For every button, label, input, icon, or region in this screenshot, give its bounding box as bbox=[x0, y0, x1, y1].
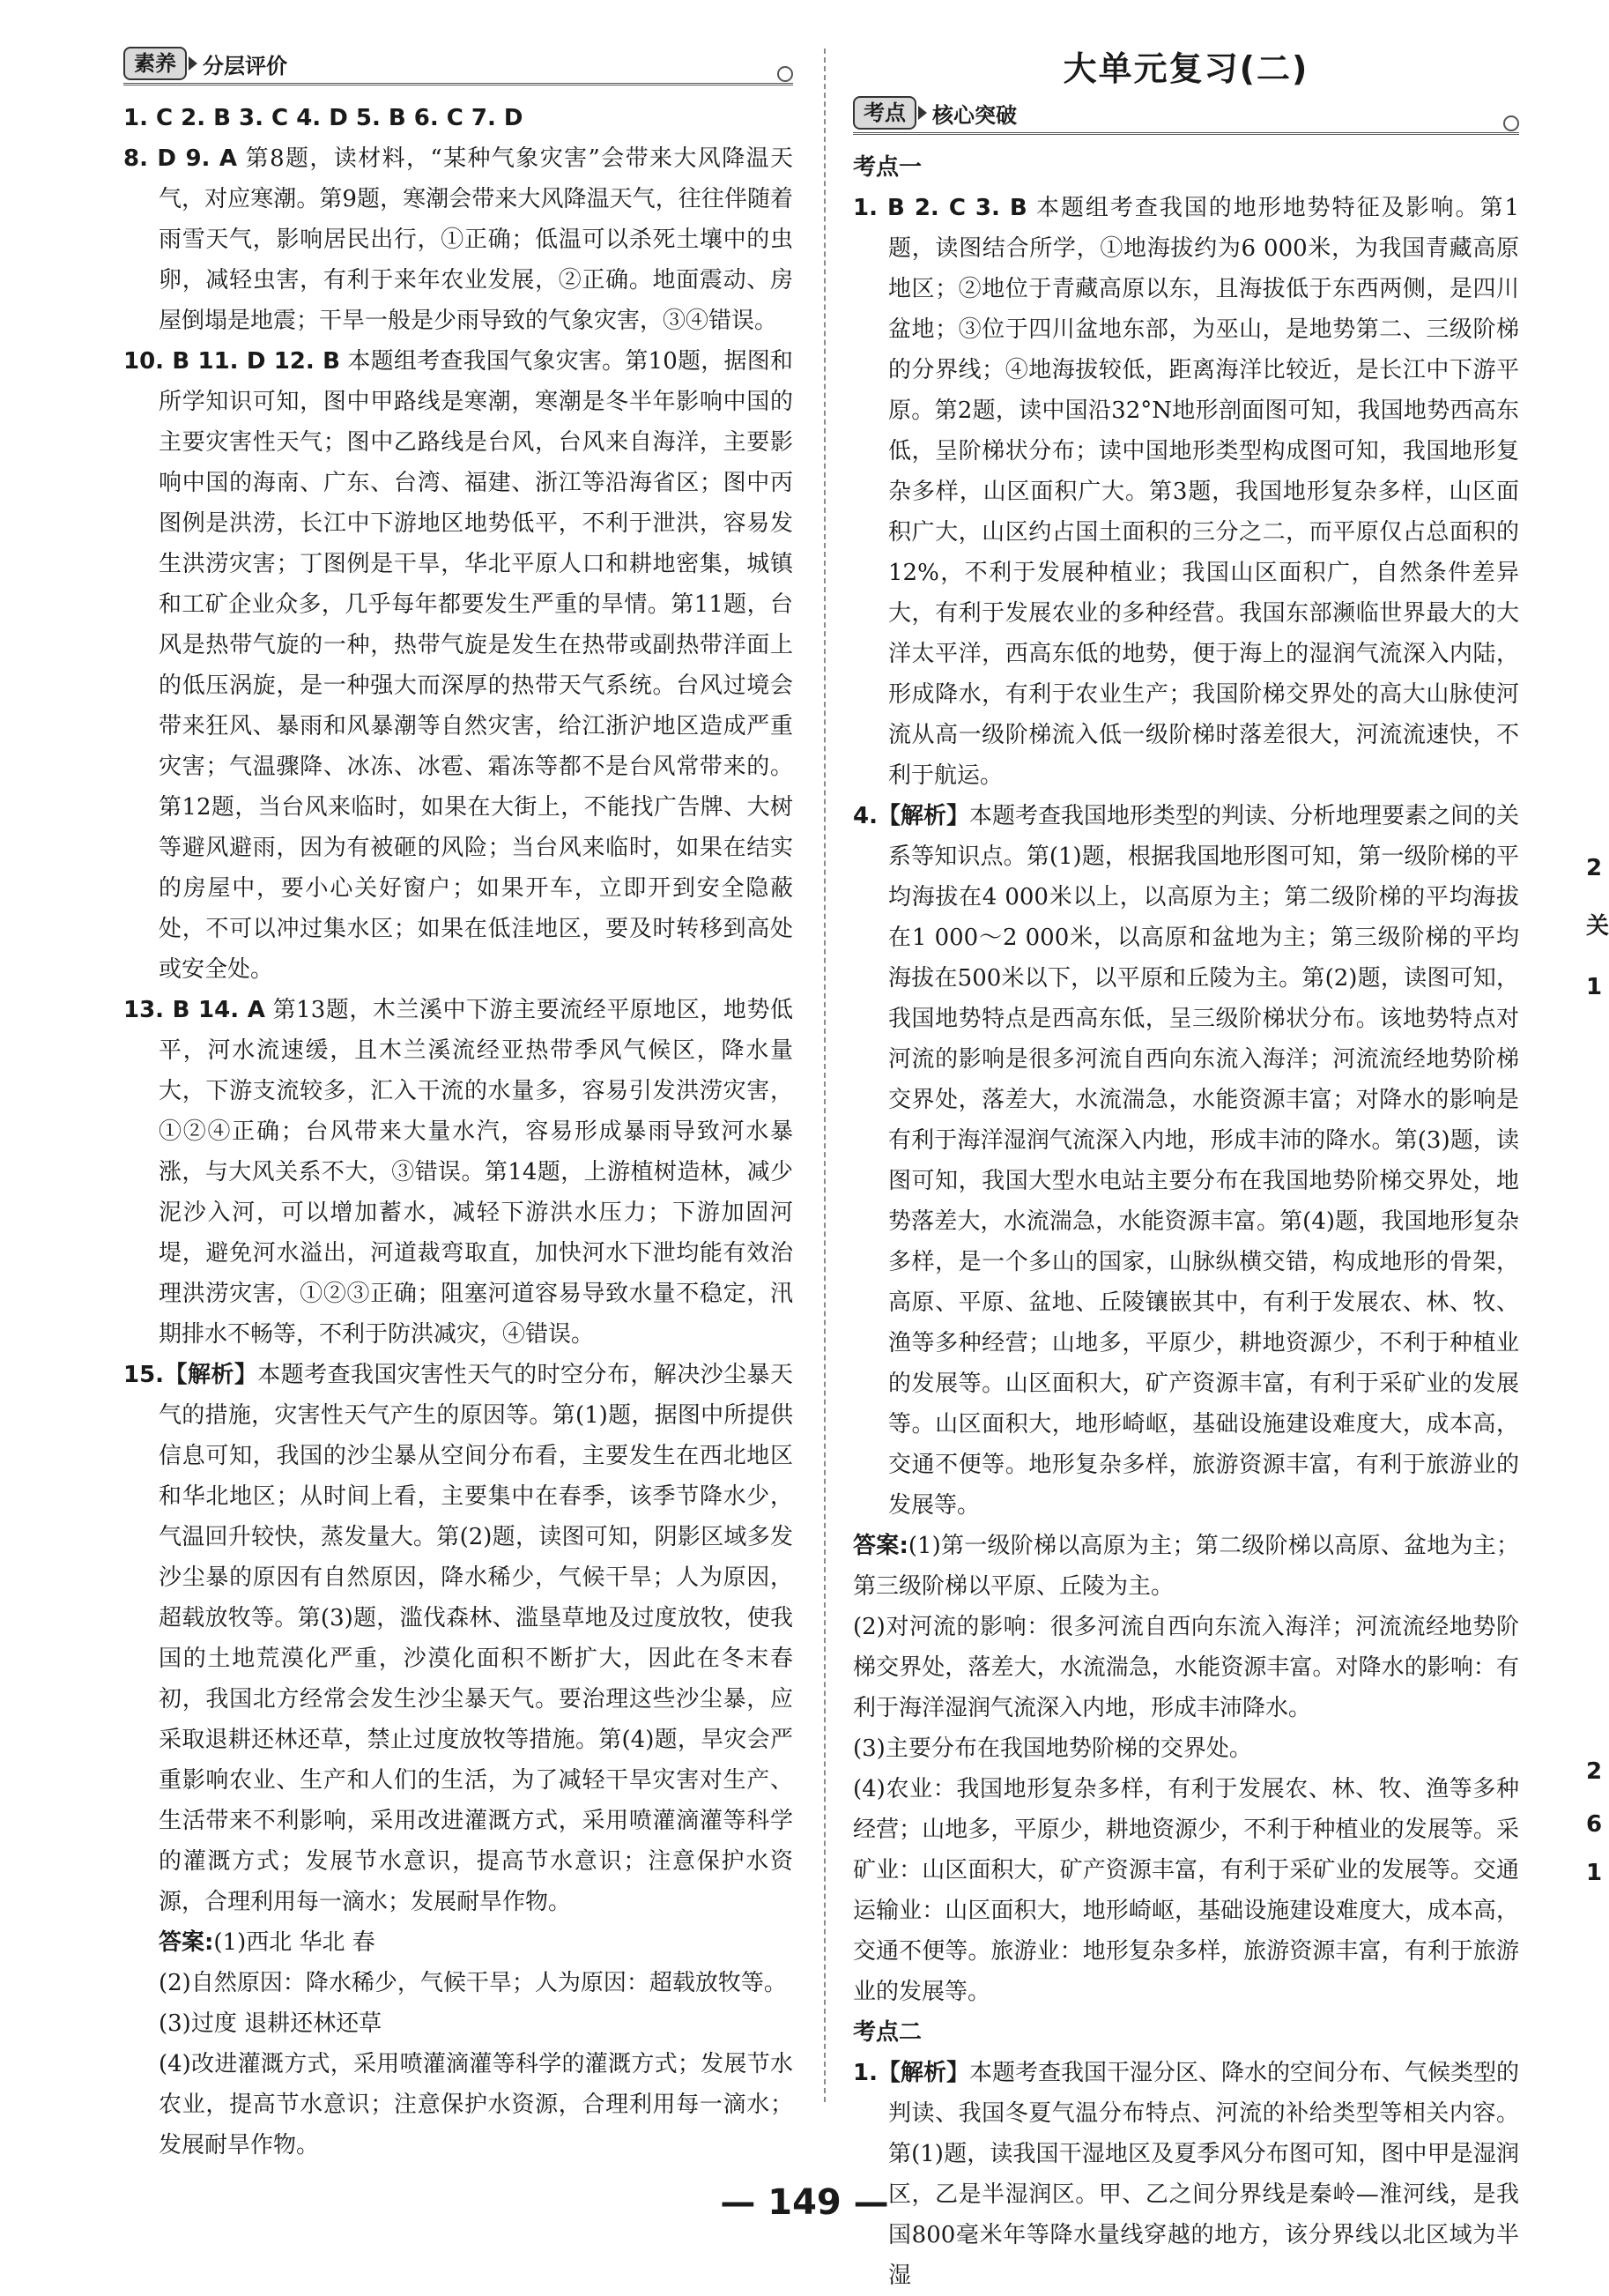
item-number: 13. B 14. A bbox=[123, 997, 265, 1023]
margin-fragment: 关 bbox=[1586, 913, 1609, 940]
section-tag: 考点 bbox=[853, 96, 916, 130]
kaodian-1-heading: 考点一 bbox=[853, 154, 923, 181]
item-text: 本题考查我国地形类型的判读、分析地理要素之间的关系等知识点。第(1)题，根据我国地形图可知，第一级阶梯的平均海拔在4 000米以上，以高原为主；第二级阶梯的平均海拔在1 000～2 000米，以高原和盆地为主；第三级阶梯的平均海拔在500米以下，以平原和丘陵为主。第(2)题，读图可知，我国地势特点是西高东低，呈三级阶梯状分布。该地势特点对河流的影响是很多河流自西向东流入海洋；河流流经地势阶梯交界处，落差大，水流湍急，水能资源丰富；对降水的影响是有利于海洋湿润气流深入内地，形成丰沛的降水。第(3)题，读图可知，我国大型水电站主要分布在我国地势阶梯交界处，地势落差大，水流湍急，水能资源丰富。第(4)题，我国地形复杂多样，是一个多山的国家，山脉纵横交错，构成地形的骨架，高原、平原、盆地、丘陵镶嵌其中，有利于发展农、林、牧、渔等多种经营；山地多，平原少，耕地资源少，不利于种植业的发展等。山区面积大，矿产资源丰富，有利于采矿业的发展等。山区面积大，地形崎岖，基础设施建设难度大，成本高，交通不便等。地形复杂多样，旅游资源丰富，有利于旅游业的发展等。 bbox=[888, 803, 1519, 1519]
answer-item-8-9 bbox=[123, 138, 793, 341]
answer-item-10-12 bbox=[123, 341, 793, 990]
tag-arrow-icon bbox=[189, 56, 197, 71]
answer-line bbox=[123, 1922, 793, 1963]
answer-item-4 bbox=[853, 796, 1519, 1526]
item-number: 4. bbox=[853, 803, 878, 829]
answer-item-kd2-1 bbox=[853, 2053, 1519, 2296]
item-number: 15. bbox=[123, 1362, 165, 1388]
item-text: 本题组考查我国气象灾害。第10题，据图和所学知识可知，图中甲路线是寒潮，寒潮是冬半年影响中国的主要灾害性天气；图中乙路线是台风，台风来自海洋，主要影响中国的海南、广东、台湾、福建、浙江等沿海省区；图中丙图例是洪涝，长江中下游地区地势低平，不利于泄洪，容易发生洪涝灾害；丁图例是干旱，华北平原人口和耕地密集，城镇和工矿企业众多，几乎每年都要发生严重的旱情。第11题，台风是热带气旋的一种，热带气旋是发生在热带或副热带洋面上的低压涡旋，是一种强大而深厚的热带天气系统。台风过境会带来狂风、暴雨和风暴潮等自然灾害，给江浙沪地区造成严重灾害；气温骤降、冰冻、冰雹、霜冻等都不是台风常带来的。第12题，当台风来临时，如果在大街上，不能找广告牌、大树等避风避雨，因为有被砸的风险；当台风来临时，如果在结实的房屋中，要小心关好窗户；如果开车，立即开到安全隐蔽处，不可以冲过集水区；如果在低洼地区，要及时转移到高处或安全处。 bbox=[159, 348, 793, 983]
page-number: — 149 — bbox=[720, 2182, 889, 2223]
item-number: 10. B 11. D 12. B bbox=[123, 348, 340, 375]
answer-text: (1)第一级阶梯以高原为主；第二级阶梯以高原、盆地为主；第三级阶梯以平原、丘陵为主。 bbox=[853, 1533, 1519, 1600]
header-end-ornament-icon bbox=[1503, 115, 1519, 131]
answer-item-15 bbox=[123, 1355, 793, 1922]
item-number: 1. bbox=[853, 2060, 878, 2086]
header-end-ornament-icon bbox=[777, 66, 793, 82]
section-header-right bbox=[853, 93, 1519, 135]
answer-line: (4)农业：我国地形复杂多样，有利于发展农、林、牧、渔等多种经营；山地多，平原少，耕地资源少，不利于种植业的发展等。采矿业：山区面积大，矿产资源丰富，有利于采矿业的发展等。交通运输业：山区面积大，地形崎岖，基础设施建设难度大，成本高，交通不便等。旅游业：地形复杂多样，旅游资源丰富，有利于旅游业的发展等。 bbox=[853, 1776, 1519, 2005]
item-number: 1. B 2. C 3. B bbox=[853, 195, 1027, 221]
analysis-label: 【解析】 bbox=[164, 1362, 258, 1388]
answer-line: (4)改进灌溉方式，采用喷灌滴灌等科学的灌溉方式；发展节水农业，提高节水意识；注意保护水资源，合理利用每一滴水；发展耐旱作物。 bbox=[159, 2051, 793, 2159]
analysis-label: 【解析】 bbox=[877, 2060, 969, 2086]
margin-fragment: 1 bbox=[1586, 1860, 1603, 1886]
item-text: 本题考查我国干湿分区、降水的空间分布、气候类型的判读、我国冬夏气温分布特点、河流的补给类型等相关内容。第(1)题，读我国干湿地区及夏季风分布图可知，图中甲是湿润区，乙是半湿润区。甲、乙之间分界线是秦岭—淮河线，是我国800毫米年等降水量线穿越的地方，该分界线以北区域为半湿 bbox=[888, 2060, 1519, 2289]
answer-label: 答案: bbox=[853, 1533, 908, 1559]
section-tag: 素养 bbox=[123, 47, 187, 80]
section-header-left bbox=[123, 44, 793, 85]
section-subtitle: 核心突破 bbox=[932, 102, 1017, 128]
section-subtitle: 分层评价 bbox=[203, 53, 287, 78]
answer-item-13-14 bbox=[123, 990, 793, 1355]
answer-line: (3)主要分布在我国地势阶梯的交界处。 bbox=[853, 1735, 1252, 1762]
answer-line: (2)自然原因：降水稀少，气候干旱；人为原因：超载放牧等。 bbox=[159, 1970, 787, 1996]
left-column bbox=[123, 44, 793, 2166]
item-text: 第13题，木兰溪中下游主要流经平原地区，地势低平，河水流速缓，且木兰溪流经亚热带季风气候区，降水量大，下游支流较多，汇入干流的水量多，容易引发洪涝灾害，①②④正确；台风带来大量水汽，容易形成暴雨导致河水暴涨，与大风关系不大，③错误。第14题，上游植树造林，减少泥沙入河，可以增加蓄水，减轻下游洪水压力；下游加固河堤，避免河水溢出，河道裁弯取直，加快河水下泄均能有效治理洪涝灾害，①②③正确；阻塞河道容易导致水量不稳定，汛期排水不畅等，不利于防洪减灾，④错误。 bbox=[159, 997, 793, 1348]
answer-line: (2)对河流的影响：很多河流自西向东流入海洋；河流流经地势阶梯交界处，落差大，水流湍急，水能资源丰富。对降水的影响：有利于海洋湿润气流深入内地，形成丰沛降水。 bbox=[853, 1614, 1519, 1721]
item-text: 本题组考查我国的地形地势特征及影响。第1题，读图结合所学，①地海拔约为6 000米，为我国青藏高原地区；②地位于青藏高原以东，且海拔低于东西两侧，是四川盆地；③位于四川盆地东部，为巫山，是地势第二、三级阶梯的分界线；④地海拔较低，距离海洋比较近，是长江中下游平原。第2题，读中国沿32°N地形剖面图可知，我国地势西高东低，呈阶梯状分布；读中国地形类型构成图可知，我国地形复杂多样，山区面积广大。第3题，我国地形复杂多样，山区面积广大，山区约占国土面积的三分之二，而平原仅占总面积的12%，不利于发展种植业；我国山区面积广，自然条件差异大，有利于发展农业的多种经营。我国东部濒临世界最大的大洋太平洋，西高东低的地势，便于海上的湿润气流深入内陆，形成降水，有利于农业生产；我国阶梯交界处的高大山脉使河流从高一级阶梯流入低一级阶梯时落差很大，河流流速快，不利于航运。 bbox=[888, 195, 1519, 789]
item-number: 8. D 9. A bbox=[123, 145, 237, 172]
tag-arrow-icon bbox=[918, 106, 927, 120]
item-text: 本题考查我国灾害性天气的时空分布，解决沙尘暴天气的措施，灾害性天气产生的原因等。第(1)题，据图中所提供信息可知，我国的沙尘暴从空间分布看，主要发生在西北地区和华北地区；从时间上看，主要集中在春季，该季节降水少，气温回升较快，蒸发量大。第(2)题，读图可知，阴影区域多发沙尘暴的原因有自然原因，降水稀少，气候干旱；人为原因，超载放牧等。第(3)题，滥伐森林、滥垦草地及过度放牧，使我国的土地荒漠化严重，沙漠化面积不断扩大，因此在冬末春初，我国北方经常会发生沙尘暴天气。要治理这些沙尘暴，应采取退耕还林还草，禁止过度放牧等措施。第(4)题，旱灾会严重影响农业、生产和人们的生活，为了减轻干旱灾害对生产、生活带来不利影响，采用改进灌溉方式，采用喷灌滴灌等科学的灌溉方式；发展节水意识，提高节水意识；注意保护水资源，合理利用每一滴水；发展耐旱作物。 bbox=[159, 1362, 793, 1915]
analysis-label: 【解析】 bbox=[877, 803, 969, 829]
margin-fragment: 2 bbox=[1586, 1758, 1603, 1785]
item-text: 第8题，读材料，“某种气象灾害”会带来大风降温天气，对应寒潮。第9题，寒潮会带来大风降温天气，往往伴随着雨雪天气，影响居民出行，①正确；低温可以杀死土壤中的虫卵，减轻虫害，有利于来年农业发展，②正确。地面震动、房屋倒塌是地震；干旱一般是少雨导致的气象灾害，③④错误。 bbox=[159, 145, 793, 334]
margin-fragment: 6 bbox=[1586, 1811, 1603, 1838]
answer-line bbox=[853, 1526, 1519, 1607]
answer-label: 答案: bbox=[159, 1929, 214, 1956]
margin-fragment: 1 bbox=[1586, 974, 1603, 1000]
page-title: 大单元复习(二) bbox=[1063, 49, 1309, 88]
answer-item-1-3 bbox=[853, 188, 1519, 796]
answer-line: (3)过度 退耕还林还草 bbox=[159, 2010, 382, 2037]
answer-text: (1)西北 华北 春 bbox=[213, 1929, 375, 1956]
margin-fragment: 2 bbox=[1586, 855, 1603, 881]
answer-item-1-7 bbox=[123, 98, 793, 138]
column-divider bbox=[824, 48, 826, 2102]
item-number: 1. C 2. B 3. C 4. D 5. B 6. C 7. D bbox=[123, 105, 523, 131]
kaodian-2-heading: 考点二 bbox=[853, 2019, 923, 2046]
right-column bbox=[853, 44, 1519, 2296]
